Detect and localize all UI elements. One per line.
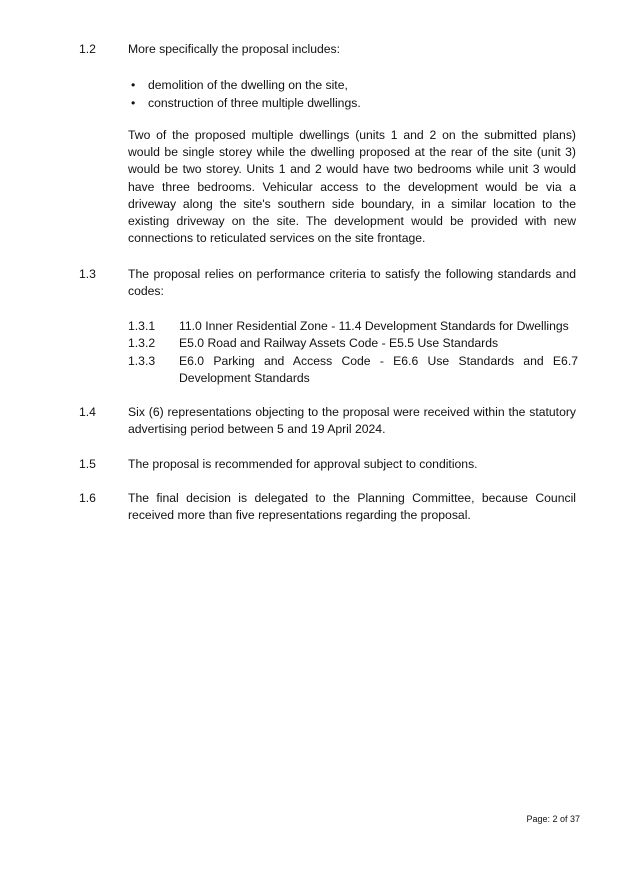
subitem-text: 11.0 Inner Residential Zone - 11.4 Development Standards for Dwellings xyxy=(179,319,569,333)
section-text: The final decision is delegated to the Planning Committee, because Council received more than five representations regarding the proposal. xyxy=(128,491,576,523)
subitem xyxy=(128,318,578,335)
section-number: 1.5 xyxy=(79,457,96,471)
subitem xyxy=(128,335,578,352)
subitem-text: E5.0 Road and Railway Assets Code - E5.5 Use Standards xyxy=(179,336,499,351)
subitem xyxy=(128,353,578,387)
section-number: 1.2 xyxy=(79,42,96,56)
section-text: Six (6) representations objecting to the proposal were received within the statutory advertising period between 5 and 19 April 2024. xyxy=(128,405,576,437)
subitem-list xyxy=(128,318,578,387)
page-number: Page: 2 of 37 xyxy=(526,814,580,824)
subitem-text: E6.0 Parking and Access Code - E6.6 Use Standards and E6.7 Development Standards xyxy=(179,353,578,385)
bullet-item: • demolition of the dwelling on the site, xyxy=(128,77,576,95)
bullet-list xyxy=(128,77,576,112)
subitem-number: 1.3.1 xyxy=(128,319,156,333)
section-intro: More specifically the proposal includes: xyxy=(128,42,341,56)
section-number: 1.6 xyxy=(79,491,96,505)
section-paragraph: Two of the proposed multiple dwellings (units 1 and 2 on the submitted plans) would be single storey while the dwelling proposed at the rear of the site (unit 3) would be two storey. Units 1 and 2 would have two bedrooms while unit 3 would have three bedrooms. Vehicular access to the development would be via a driveway along the site's southern side boundary, in a similar location to the existing driveway on the site. The development would be provided with new connections to reticulated services on the site frontage. xyxy=(128,128,576,246)
section-text: The proposal relies on performance criteria to satisfy the following standards and codes: xyxy=(128,267,576,299)
section-number: 1.3 xyxy=(79,267,96,281)
section-number: 1.4 xyxy=(79,405,96,419)
subitem-number: 1.3.3 xyxy=(128,353,156,368)
bullet-item: • construction of three multiple dwellings. xyxy=(128,95,576,113)
section-text: The proposal is recommended for approval subject to conditions. xyxy=(128,457,478,471)
subitem-number: 1.3.2 xyxy=(128,336,156,351)
